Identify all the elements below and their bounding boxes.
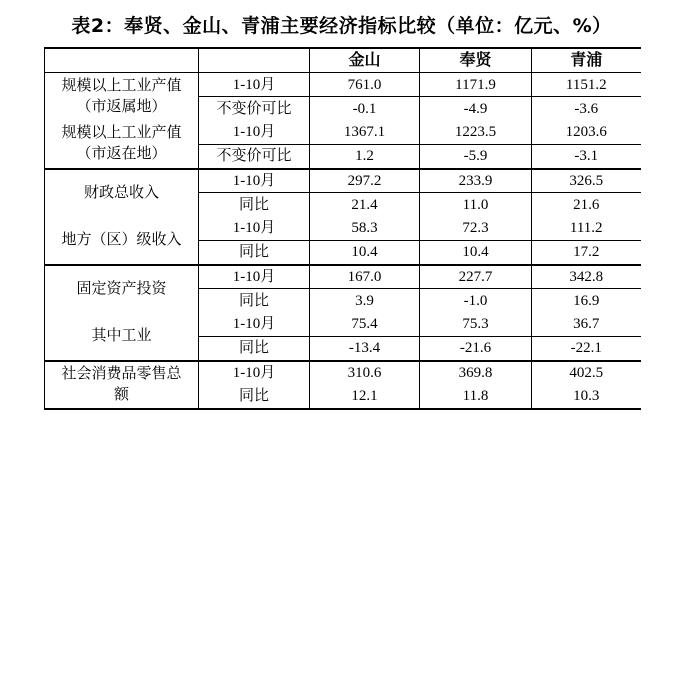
value-cell-fengxian: 11.0 (420, 193, 532, 217)
table-row (45, 121, 641, 145)
value-cell-qingpu: 16.9 (532, 289, 641, 313)
value-cell-jinshan: 1367.1 (310, 121, 420, 145)
period-cell: 不变价可比 (199, 145, 310, 169)
value-cell-qingpu: 342.8 (532, 265, 641, 289)
value-cell-fengxian: 75.3 (420, 313, 532, 337)
value-cell-jinshan: 1.2 (310, 145, 420, 169)
value-cell-qingpu: 326.5 (532, 169, 641, 193)
value-cell-fengxian: -4.9 (420, 97, 532, 121)
table-row (45, 361, 641, 385)
indicator-cell (45, 169, 199, 217)
value-cell-qingpu: 1151.2 (532, 73, 641, 97)
period-cell: 同比 (199, 241, 310, 265)
indicator-line: （市返属地） (76, 98, 167, 115)
column-header-qingpu: 青浦 (532, 48, 641, 73)
period-cell: 1-10月 (199, 313, 310, 337)
indicator-line: 地方（区）级收入 (61, 231, 182, 248)
value-cell-fengxian: 369.8 (420, 361, 532, 385)
column-header-jinshan: 金山 (310, 48, 420, 73)
table-row (45, 73, 641, 97)
table-row (45, 313, 641, 337)
value-cell-jinshan: 10.4 (310, 241, 420, 265)
value-cell-qingpu: 402.5 (532, 361, 641, 385)
indicator-cell (45, 121, 199, 169)
period-cell: 1-10月 (199, 361, 310, 385)
value-cell-jinshan: 58.3 (310, 217, 420, 241)
value-cell-fengxian: 227.7 (420, 265, 532, 289)
value-cell-fengxian: 233.9 (420, 169, 532, 193)
value-cell-jinshan: 3.9 (310, 289, 420, 313)
value-cell-jinshan: 761.0 (310, 73, 420, 97)
indicator-cell (45, 313, 199, 361)
value-cell-qingpu: 17.2 (532, 241, 641, 265)
value-cell-jinshan: 167.0 (310, 265, 420, 289)
table-row (45, 265, 641, 289)
value-cell-fengxian: -21.6 (420, 337, 532, 361)
period-cell: 1-10月 (199, 121, 310, 145)
value-cell-qingpu: 10.3 (532, 385, 641, 409)
period-cell: 同比 (199, 385, 310, 409)
value-cell-qingpu: 36.7 (532, 313, 641, 337)
indicator-cell (45, 361, 199, 409)
value-cell-qingpu: 111.2 (532, 217, 641, 241)
corner-cell-period (199, 48, 310, 73)
page-title: 表2：奉贤、金山、青浦主要经济指标比较（单位：亿元、%） (71, 15, 612, 37)
indicator-line: 规模以上工业产值 (61, 125, 182, 141)
indicator-cell (45, 217, 199, 265)
value-cell-jinshan: 310.6 (310, 361, 420, 385)
period-cell: 同比 (199, 289, 310, 313)
period-cell: 同比 (199, 337, 310, 361)
value-cell-jinshan: 12.1 (310, 385, 420, 409)
table-row (45, 217, 641, 241)
value-cell-qingpu: 1203.6 (532, 121, 641, 145)
period-cell: 1-10月 (199, 73, 310, 97)
period-cell: 不变价可比 (199, 97, 310, 121)
value-cell-jinshan: -13.4 (310, 337, 420, 361)
value-cell-qingpu: -3.1 (532, 145, 641, 169)
value-cell-fengxian: -1.0 (420, 289, 532, 313)
indicator-line: 额 (113, 386, 129, 403)
economic-indicators-table (44, 47, 641, 410)
value-cell-qingpu: 21.6 (532, 193, 641, 217)
indicator-line: 固定资产投资 (76, 280, 167, 297)
indicator-line: 财政总收入 (83, 184, 159, 201)
value-cell-jinshan: 75.4 (310, 313, 420, 337)
value-cell-fengxian: 72.3 (420, 217, 532, 241)
value-cell-jinshan: 297.2 (310, 169, 420, 193)
corner-cell-indicator (45, 48, 199, 73)
period-cell: 1-10月 (199, 265, 310, 289)
value-cell-qingpu: -22.1 (532, 337, 641, 361)
value-cell-qingpu: -3.6 (532, 97, 641, 121)
value-cell-fengxian: 1223.5 (420, 121, 532, 145)
value-cell-fengxian: -5.9 (420, 145, 532, 169)
indicator-line: 规模以上工业产值 (61, 77, 182, 94)
indicator-line: （市返在地） (76, 146, 167, 162)
table-row (45, 169, 641, 193)
indicator-line: 社会消费品零售总 (61, 365, 182, 382)
column-header-fengxian: 奉贤 (420, 48, 532, 73)
indicator-line: 其中工业 (91, 327, 152, 344)
period-cell: 1-10月 (199, 169, 310, 193)
period-cell: 1-10月 (199, 217, 310, 241)
period-cell: 同比 (199, 193, 310, 217)
indicator-cell (45, 73, 199, 121)
value-cell-jinshan: -0.1 (310, 97, 420, 121)
value-cell-fengxian: 1171.9 (420, 73, 532, 97)
value-cell-jinshan: 21.4 (310, 193, 420, 217)
header-row (45, 48, 641, 73)
indicator-cell (45, 265, 199, 313)
value-cell-fengxian: 11.8 (420, 385, 532, 409)
value-cell-fengxian: 10.4 (420, 241, 532, 265)
